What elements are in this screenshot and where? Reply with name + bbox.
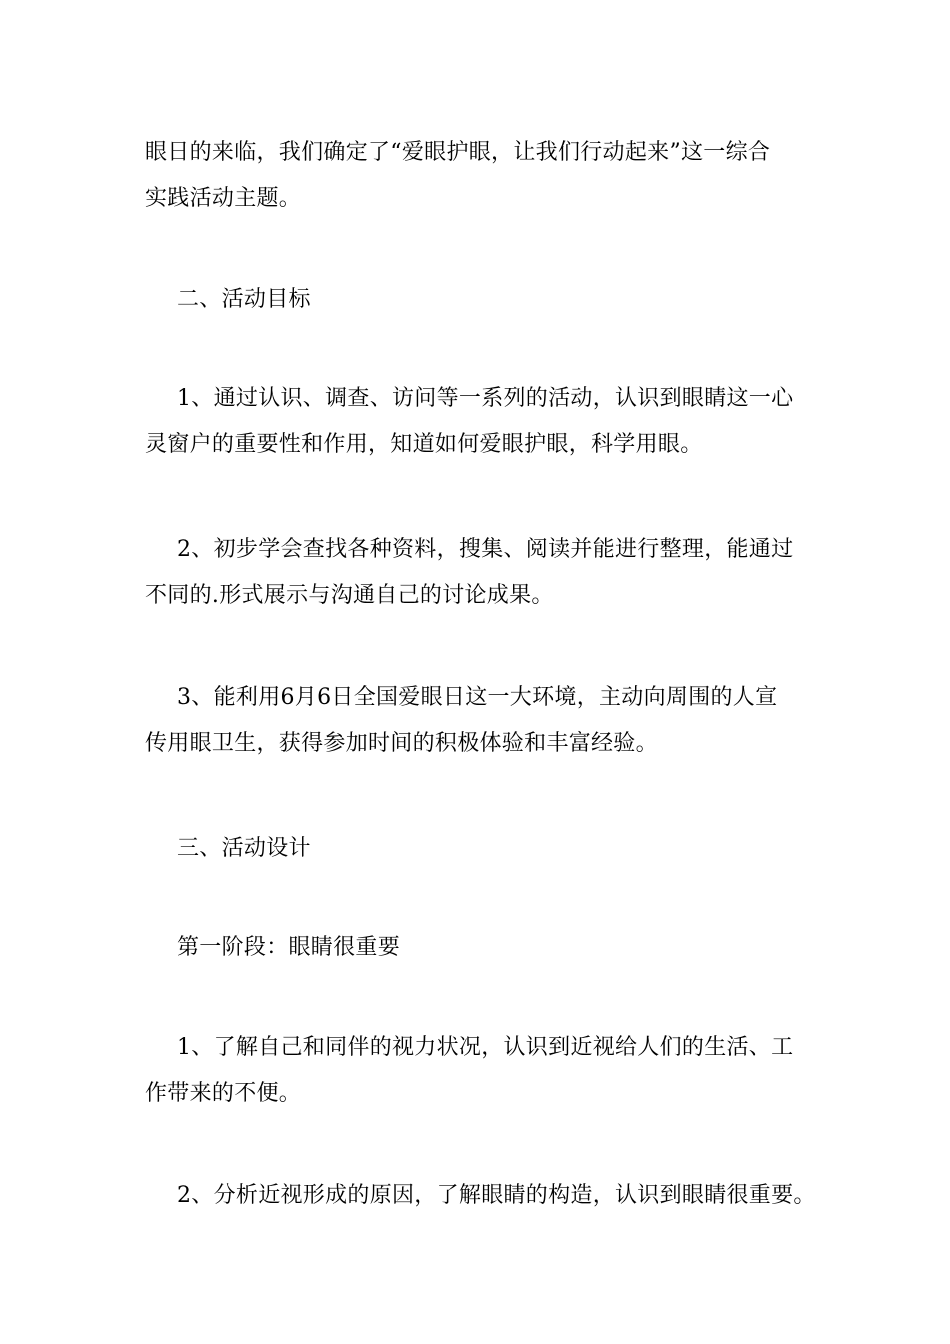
paragraph-line: 1、通过认识、调查、访问等一系列的活动，认识到眼睛这一心: [177, 386, 794, 411]
intro-paragraph: [145, 130, 825, 222]
paragraph-line: 2、分析近视形成的原因，了解眼睛的构造，认识到眼睛很重要。: [177, 1183, 816, 1208]
paragraph-line: 1、了解自己和同伴的视力状况，认识到近视给人们的生活、工: [177, 1035, 794, 1060]
section-heading-goals: [145, 277, 825, 323]
section-heading-design: [145, 826, 825, 872]
goal-item-1: [145, 376, 825, 468]
paragraph-line: 眼日的来临，我们确定了“爱眼护眼，让我们行动起来”这一综合: [145, 140, 771, 165]
goal-item-3: [145, 675, 825, 767]
heading-text: 二、活动目标: [177, 287, 311, 312]
stage-1-item-2: [145, 1173, 825, 1219]
stage-1-item-1: [145, 1025, 825, 1117]
heading-text: 第一阶段：眼睛很重要: [177, 935, 401, 960]
heading-text: 三、活动设计: [177, 836, 311, 861]
paragraph-line: 实践活动主题。: [145, 186, 302, 211]
paragraph-line: 2、初步学会查找各种资料，搜集、阅读并能进行整理，能通过: [177, 537, 794, 562]
paragraph-line: 作带来的不便。: [145, 1081, 302, 1106]
goal-item-2: [145, 527, 825, 619]
paragraph-line: 灵窗户的重要性和作用，知道如何爱眼护眼，科学用眼。: [145, 432, 703, 457]
stage-heading-1: [145, 925, 825, 971]
paragraph-line: 不同的.形式展示与沟通自己的讨论成果。: [145, 583, 554, 608]
paragraph-line: 3、能利用6月6日全国爱眼日这一大环境，主动向周围的人宣: [177, 685, 778, 710]
paragraph-line: 传用眼卫生，获得参加时间的积极体验和丰富经验。: [145, 731, 658, 756]
